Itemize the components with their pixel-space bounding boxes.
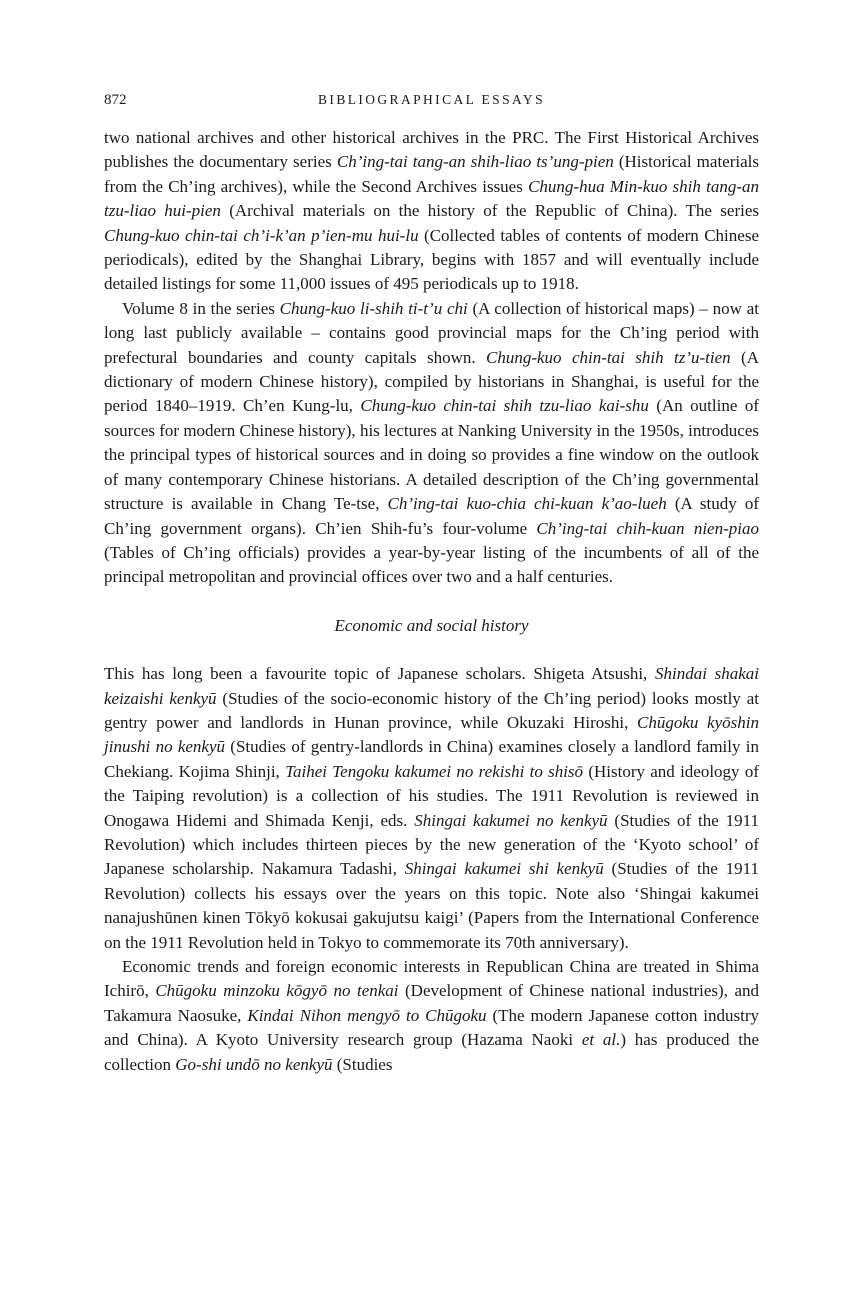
paragraph: [104, 126, 759, 297]
paragraph-text: (Development of Chinese national industries), and Takamura Naosuke,: [104, 981, 759, 1025]
paragraph-group-top: [104, 126, 759, 590]
italic-title-text: Chung-kuo chin-tai ch’i-k’an p’ien-mu hui-lu: [104, 225, 419, 245]
paragraph-text: Volume 8 in the series: [122, 298, 280, 318]
italic-title-text: Ch’ing-tai chih-kuan nien-piao: [536, 518, 759, 538]
paragraph-text: (History and ideology of the Taiping revolution) is a collection of his studies. The 1911 Revolution is reviewed in Onogawa Hidemi and Shimada Kenji, eds.: [104, 761, 759, 830]
italic-title-text: Chūgoku kyōshin jinushi no kenkyū: [104, 712, 759, 757]
italic-title-text: Chūgoku minzoku kōgyō no tenkai: [155, 981, 399, 1001]
paragraph-text: (Studies: [332, 1054, 393, 1074]
paragraph-text: (Studies of the 1911 Revolution) collects his essays over the years on this topic. Note also ‘Shingai kakumei nanajushūnen kinen Tōkyō kokusai gakujutsu kaigi’ (Papers from the International Conference on the 1911 Revolution held in Tokyo to commemorate its 70th anniversary).: [104, 859, 759, 952]
italic-title-text: Chung-kuo li-shih ti-t’u chi: [279, 298, 468, 318]
paragraph-text: (Tables of Ch’ing officials) provides a year-by-year listing of the incumbents of all of the principal metropolitan and provincial offices over two and a half centuries.: [104, 542, 759, 587]
paragraph-text: (An outline of sources for modern Chinese history), his lectures at Nanking University in the 1950s, introduces the principal types of historical sources and in doing so provides a fine window on the outlook of many contemporary Chinese historians. A detailed description of the Ch’ing governmental structure is available in Chang Te-tse,: [104, 396, 759, 514]
paragraph-text: (A dictionary of modern Chinese history), compiled by historians in Shanghai, is useful for the period 1840–1919. Ch’en Kung-lu,: [104, 347, 759, 416]
running-title: BIBLIOGRAPHICAL ESSAYS: [318, 92, 545, 107]
italic-title-text: Kindai Nihon mengyō to Chūgoku: [247, 1005, 487, 1025]
paragraph-text: This has long been a favourite topic of Japanese scholars. Shigeta Atsushi,: [104, 664, 655, 684]
italic-title-text: Shindai shakai keizaishi kenkyū: [104, 664, 759, 708]
paragraph-text: (A study of Ch’ing government organs). Ch’ien Shih-fu’s four-volume: [104, 494, 760, 538]
italic-title-text: Chung-kuo chin-tai shih tz’u-tien: [486, 347, 731, 367]
paragraph-text: (Studies of gentry-landlords in China) examines closely a landlord family in Chekiang. Kojima Shinji,: [104, 737, 759, 781]
paragraph: [104, 662, 759, 955]
paragraph: [104, 955, 759, 1077]
paragraph-text: (The modern Japanese cotton industry and China). A Kyoto University research group (Hazama Naoki: [104, 1005, 759, 1050]
italic-title-text: Taihei Tengoku kakumei no rekishi to shisō: [285, 761, 584, 781]
italic-title-text: Ch’ing-tai kuo-chia chi-kuan k’ao-lueh: [387, 494, 667, 514]
body-text: [104, 126, 759, 1077]
section-heading: Economic and social history: [334, 615, 529, 635]
page-number: 872: [104, 92, 127, 108]
italic-title-text: Shingai kakumei shi kenkyū: [404, 859, 604, 879]
paragraph-text: (A collection of historical maps) – now at long last publicly available – contains good provincial maps for the Ch’ing period with prefectural boundaries and county capitals shown.: [104, 298, 759, 367]
running-head: [104, 92, 759, 116]
paragraph-group-bottom: [104, 662, 759, 1077]
paragraph-text: (Studies of the socio-economic history of the Ch’ing period) looks mostly at gentry power and landlords in Hunan province, while Okuzaki Hiroshi,: [104, 688, 759, 732]
paragraph-text: Economic trends and foreign economic interests in Republican China are treated in Shima Ichirō,: [104, 957, 759, 1001]
paragraph-text: two national archives and other historical archives in the PRC. The First Historical Archives publishes the documentary series: [104, 128, 759, 172]
paragraph-text: ) has produced the collection: [104, 1030, 759, 1074]
italic-title-text: Chung-hua Min-kuo shih tang-an tzu-liao hui-pien: [104, 176, 759, 221]
paragraph-text: (Historical materials from the Ch’ing archives), while the Second Archives issues: [104, 152, 759, 196]
italic-title-text: Shingai kakumei no kenkyū: [414, 810, 608, 830]
paragraph-text: (Studies of the 1911 Revolution) which includes thirteen pieces by the new generation of the ‘Kyoto school’ of Japanese scholarship. Nakamura Tadashi,: [104, 810, 759, 879]
paragraph: [104, 297, 759, 590]
italic-title-text: et al.: [581, 1030, 621, 1050]
paragraph-text: (Archival materials on the history of the Republic of China). The series: [220, 201, 759, 221]
paragraph-text: (Collected tables of contents of modern Chinese periodicals), edited by the Shanghai Library, begins with 1857 and will eventually include detailed listings for some 11,000 issues of 495 periodicals up to 1918.: [104, 225, 759, 294]
italic-title-text: Chung-kuo chin-tai shih tzu-liao kai-shu: [360, 396, 649, 416]
italic-title-text: Ch’ing-tai tang-an shih-liao ts’ung-pien: [336, 152, 614, 172]
italic-title-text: Go-shi undō no kenkyū: [175, 1054, 333, 1074]
document-page: [104, 92, 759, 1077]
